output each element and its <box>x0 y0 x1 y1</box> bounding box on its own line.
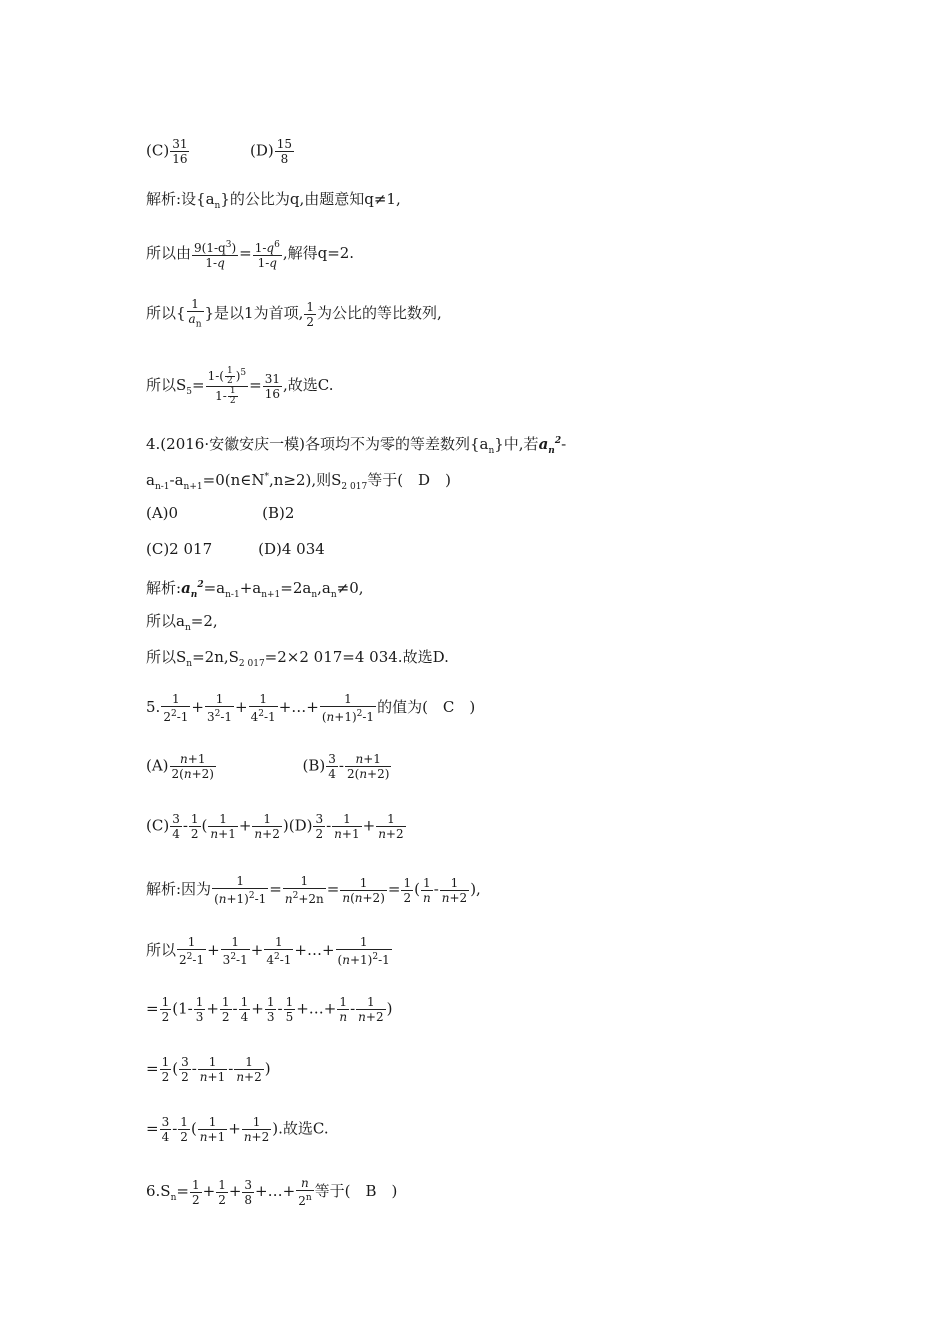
q3-solution-line-1: 解析:设$\{a_n\}$的公比为q,由题意知q≠1, <box>146 190 401 211</box>
q5-solution-line-2: 所以 $\frac{1}{2^2-1}$ + $\frac{1}{3^2-1}$ + $\frac{1}{4^2-1}$ +…+ $\frac{1}{(n+1)^2-1}$ <box>146 935 390 967</box>
q4-stem-line-2: $a_{n-1}-a_{n+1}=0(n\in N^*,n\ge 2)$,则$S_{2 017}$等于( D ) <box>146 471 451 492</box>
q6-stem: $6.S_n=$ $\frac{1}{2}$ + $\frac{1}{2}$ + $\frac{3}{8}$ +…+ $\frac{n}{2^n}$ 等于( B ) <box>146 1176 398 1208</box>
q5-solution-line-3: = $\frac{1}{2}$ (1- $\frac{1}{3}$ + $\frac{1}{2}$ - $\frac{1}{4}$ + $\frac{1}{3}$ - $\frac{1}{5}$ +…+ $\frac{1}{n}$ - $\frac{1}{n+2}$ ) <box>146 995 393 1024</box>
q5-options-a-b: (A) $\frac{n+1}{2(n+2)}$ (B) $\frac{3}{4}$ - $\frac{n+1}{2(n+2)}$ <box>146 752 390 781</box>
q5-solution-line-5: = $\frac{3}{4}$ - $\frac{1}{2}$ ( $\frac{1}{n+1}$ + $\frac{1}{n+2}$ ).故选C. <box>146 1115 329 1144</box>
q4-solution-line-1: 解析$:a_n^2=a_{n-1}+a_{n+1}=2a_n,a_n\ne 0$, <box>146 579 364 600</box>
q4-options-a-b: (A)0 (B)2 <box>146 504 295 522</box>
q3-solution-line-2: 所以由 $\frac{9(1-q^3)}{1-q}$ = $\frac{1-q^6}{1-q}$ ,解得q=2. <box>146 240 355 270</box>
q4-solution-line-3: 所以$S_n=2n,S_{2 017}=2\times 2$ 017=4 034.故选D. <box>146 648 449 669</box>
q3-solution-line-4: 所以$S_5=$ 1-( $\frac{1}{2}$ )$^5$ 1- $\frac{1}{2}$ = $\frac{31}{16}$ ,故选C. <box>146 366 334 406</box>
q5-solution-line-1: 解析:因为 $\frac{1}{(n+1)^2-1}$ = $\frac{1}{n^2+2n}$ = $\frac{1}{n(n+2)}$ = $\frac{1}{2}$ ( $\frac{1}{n}$ - $\frac{1}{n+2}$ ), <box>146 874 481 906</box>
q4-solution-line-2: 所以$a_n=2$, <box>146 612 218 633</box>
q5-options-c-d: (C) $\frac{3}{4}$ - $\frac{1}{2}$ ( $\frac{1}{n+1}$ + $\frac{1}{n+2}$ )(D) $\frac{3}{2}$ - $\frac{1}{n+1}$ + $\frac{1}{n+2}$ <box>146 812 404 841</box>
q5-stem: 5. $\frac{1}{2^2-1}$ + $\frac{1}{3^2-1}$ + $\frac{1}{4^2-1}$ +…+ $\frac{1}{(n+1)^2-1}$ 的值为( C ) <box>146 692 476 724</box>
q3-options-c-d: (C) $\frac{31}{16}$ (D) $\frac{15}{8}$ <box>146 137 293 166</box>
q5-solution-line-4: = $\frac{1}{2}$ ( $\frac{3}{2}$ - $\frac{1}{n+1}$ - $\frac{1}{n+2}$ ) <box>146 1055 271 1084</box>
q3-solution-line-3: 所以{ $\frac{1}{a_n}$ }是以1为首项, $\frac{1}{2}$ 为公比的等比数列, <box>146 297 442 330</box>
q4-options-c-d: (C)2 017 (D)4 034 <box>146 540 325 558</box>
q4-stem-line-1: 4.(2016·安徽安庆一模)各项均不为零的等差数列$\{a_n\}$中,若$a_n^2-$ <box>146 435 567 456</box>
